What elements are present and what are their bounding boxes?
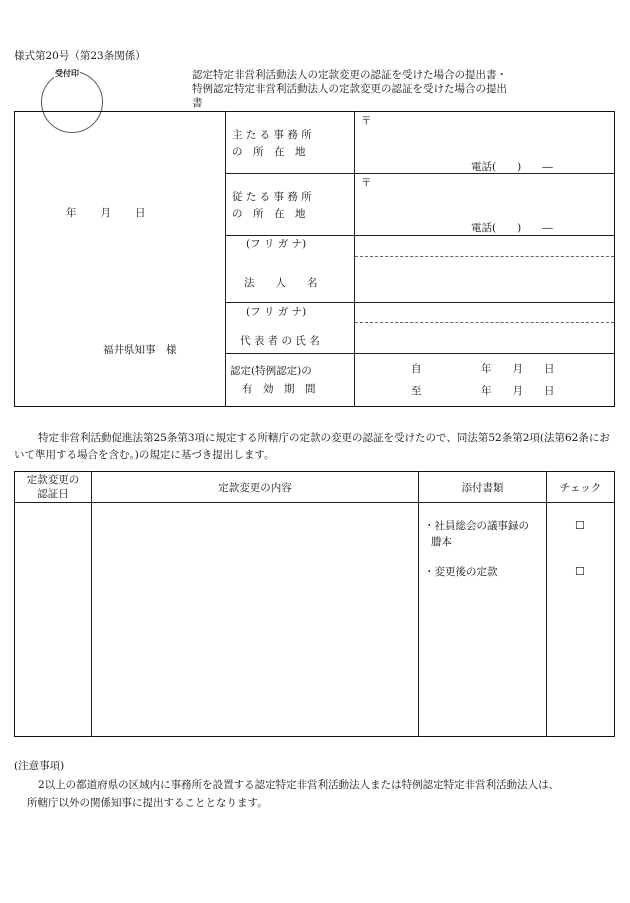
sub-office-phone: 電話( ) ―: [471, 222, 553, 234]
form-number: 様式第20号（第23条関係）: [14, 50, 146, 62]
divider: [91, 471, 92, 737]
main-office-postal: 〒: [361, 115, 372, 127]
furigana-divider: [355, 322, 614, 323]
attachment-minutes-2: 謄本: [431, 536, 452, 548]
sub-office-label: 従 た る 事 務 所: [232, 191, 312, 203]
submission-statement: 特定非営利活動促進法第25条第3項に規定する所轄庁の定款の変更の認証を受けたので、同法第52条第2項(法第62条において準用する場合を含む。)の規定に基づき提出します。: [14, 432, 610, 461]
rep-name-label: 代 表 者 の 氏 名: [240, 335, 320, 347]
header-approval-date: 定款変更の 認証日: [26, 474, 80, 500]
change-table: [14, 471, 615, 737]
form-title-line2: 特例認定特定非営利活動法人の定款変更の認証を受けた場合の提出: [192, 83, 507, 95]
check-minutes[interactable]: ☐: [575, 519, 585, 532]
corp-name-label: 法 人 名: [244, 277, 318, 289]
period-label: 認定(特例認定)の: [230, 365, 312, 377]
divider: [225, 353, 615, 354]
period-from: 自: [411, 363, 422, 375]
period-from-ymd: 年 月 日: [481, 363, 555, 375]
notes-line1: 2以上の都道府県の区域内に事務所を設置する認定特定非営利活動法人または特例認定特定非営利活動法人は、: [38, 779, 560, 791]
header-attachments: 添付書類: [461, 482, 504, 494]
period-to: 至: [411, 385, 422, 397]
form-title-line3: 書: [192, 97, 203, 109]
notes-line2: 所轄庁以外の関係知事に提出することとなります。: [27, 797, 268, 809]
divider: [546, 471, 547, 737]
form-title-line1: 認定特定非営利活動法人の定款変更の認証を受けた場合の提出書・: [192, 69, 507, 81]
sub-office-postal: 〒: [361, 177, 372, 189]
furigana-divider: [355, 256, 614, 257]
notes-heading: (注意事項): [14, 760, 65, 772]
divider: [14, 502, 615, 503]
divider: [354, 111, 355, 407]
check-articles[interactable]: ☐: [575, 565, 585, 578]
divider: [225, 173, 615, 174]
sub-office-label-2: の 所 在 地: [232, 208, 306, 220]
main-office-phone: 電話( ) ―: [471, 161, 553, 173]
period-to-ymd: 年 月 日: [481, 385, 555, 397]
divider: [225, 302, 615, 303]
divider: [225, 111, 226, 407]
period-label-2: 有 効 期 間: [242, 383, 316, 395]
header-check: チェック: [559, 482, 602, 494]
header-change-content: 定款変更の内容: [218, 482, 292, 494]
attachment-minutes: ・社員総会の議事録の: [424, 520, 529, 532]
submission-date: 年 月 日: [66, 207, 147, 219]
main-office-label: 主 た る 事 務 所: [232, 129, 312, 141]
main-office-label-2: の 所 在 地: [232, 146, 306, 158]
divider: [225, 235, 615, 236]
corp-furigana-label: (フ リ ガ ナ): [246, 238, 307, 250]
reception-seal-label: 受付印: [55, 68, 79, 78]
attachment-articles: ・変更後の定款: [424, 566, 498, 578]
rep-furigana-label: (フ リ ガ ナ): [246, 306, 307, 318]
divider: [418, 471, 419, 737]
addressee: 福井県知事 様: [103, 344, 177, 356]
